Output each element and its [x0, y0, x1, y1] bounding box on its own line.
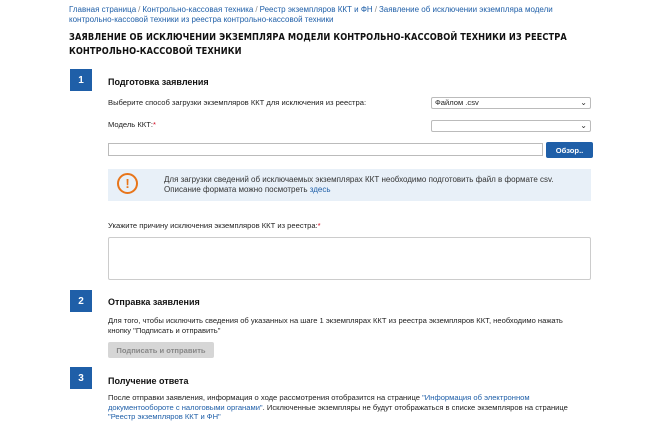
edo-info-link[interactable]: "Информация об электронном документообороте с налоговыми органами" [108, 393, 530, 412]
reason-label-text: Укажите причину исключения экземпляров ККТ из реестра: [108, 221, 318, 230]
page-title: ЗАЯВЛЕНИЕ ОБ ИСКЛЮЧЕНИИ ЭКЗЕМПЛЯРА МОДЕЛИ КОНТРОЛЬНО-КАССОВОЙ ТЕХНИКИ ИЗ РЕЕСТРА КОНТРОЛЬНО-КАССОВОЙ ТЕХНИКИ [69, 32, 567, 57]
step-3-number: 3 [70, 367, 92, 389]
model-select[interactable] [431, 120, 591, 132]
upload-method-label: Выберите способ загрузки экземпляров ККТ для исключения из реестра: [108, 98, 367, 107]
chevron-down-icon: ⌄ [580, 98, 587, 107]
chevron-down-icon: ⌄ [580, 121, 587, 130]
breadcrumb-home-link[interactable]: Главная страница [69, 5, 137, 14]
reason-label [108, 221, 321, 230]
info-box [108, 169, 591, 201]
step-2-number: 2 [70, 290, 92, 312]
upload-method-select[interactable] [431, 97, 591, 109]
step-3-title: Получение ответа [108, 376, 189, 386]
step-3-text-middle: . Исключенные экземпляры не будут отображаться в списке экземпляров на странице [262, 402, 568, 412]
exclamation-icon: ! [117, 173, 138, 194]
required-mark: * [152, 120, 156, 129]
step-1-title: Подготовка заявления [108, 77, 209, 87]
breadcrumb-separator: / [138, 5, 141, 14]
format-description-link[interactable]: здесь [309, 185, 331, 194]
browse-button[interactable]: Обзор.. [546, 142, 593, 158]
step-2-title: Отправка заявления [108, 297, 200, 307]
model-label-text: Модель ККТ: [108, 120, 153, 129]
step-2-text: Для того, чтобы исключить сведения об указанных на шаге 1 экземплярах ККТ из реестра экземпляров ККТ, необходимо нажать кнопку "Подписать и отправить" [108, 316, 563, 335]
required-mark: * [317, 221, 321, 230]
breadcrumb-registry-link[interactable]: Реестр экземпляров ККТ и ФН [259, 5, 373, 14]
upload-method-value: Файлом .csv [435, 98, 479, 107]
step-3-text [108, 393, 588, 422]
sign-and-send-button[interactable]: Подписать и отправить [108, 342, 214, 358]
step-3-text-before: После отправки заявления, информация о ходе рассмотрения отобразится на странице [108, 393, 423, 402]
breadcrumb-separator: / [255, 5, 258, 14]
breadcrumb [69, 5, 599, 25]
file-path-input[interactable] [108, 143, 543, 156]
breadcrumb-separator: / [374, 5, 377, 14]
reason-textarea[interactable] [108, 237, 591, 280]
info-message: Для загрузки сведений об исключаемых экземплярах ККТ необходимо подготовить файл в формате csv. Описание формата можно посмотреть [164, 175, 554, 194]
kkt-registry-link[interactable]: "Реестр экземпляров ККТ и ФН" [108, 412, 221, 421]
info-text [164, 175, 584, 195]
model-label [108, 120, 156, 129]
breadcrumb-current-link[interactable]: Заявление об исключении экземпляра модели контрольно-кассовой техники из реестра контрольно-кассовой техники [69, 5, 553, 24]
breadcrumb-kkt-link[interactable]: Контрольно-кассовая техника [142, 5, 254, 14]
step-1-number: 1 [70, 69, 92, 91]
